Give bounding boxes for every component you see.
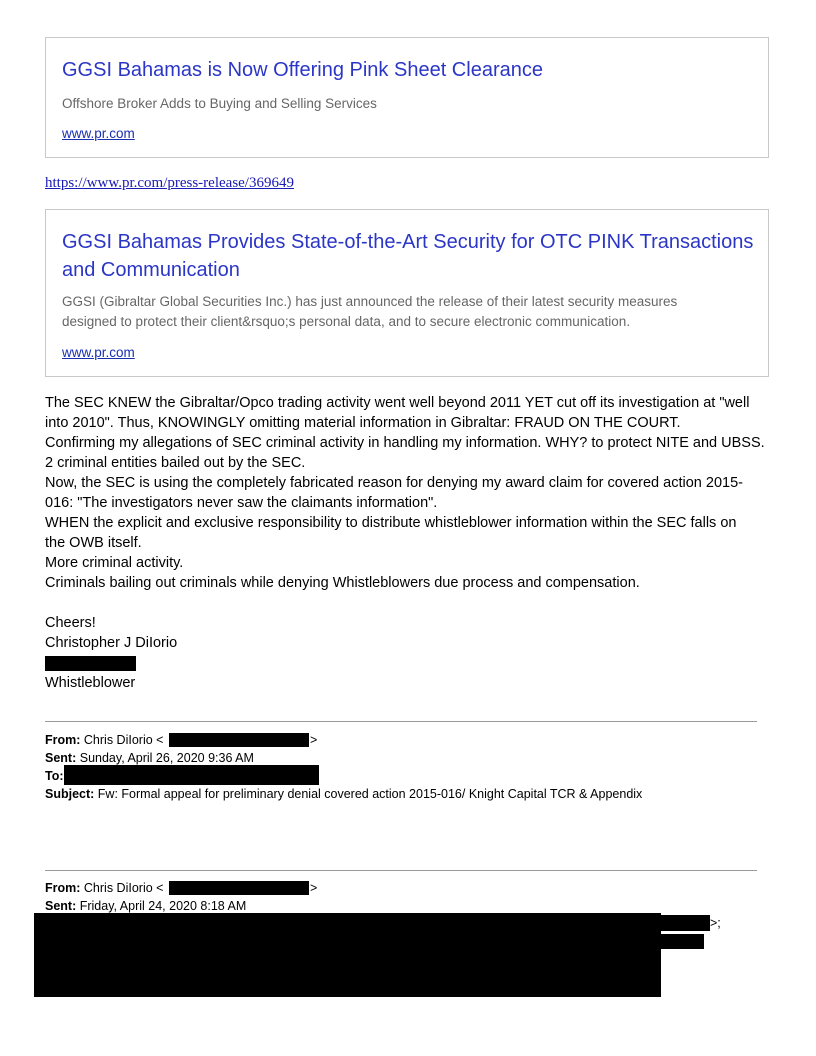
- divider: [45, 721, 757, 722]
- redaction-box: [660, 934, 704, 949]
- news-card-link[interactable]: www.pr.com: [62, 345, 135, 360]
- news-card-link[interactable]: www.pr.com: [62, 126, 135, 141]
- news-card-title-line-2[interactable]: and Communication: [62, 259, 240, 281]
- body-line: WHEN the explicit and exclusive responsibility to distribute whistleblower information within the SEC falls on: [45, 515, 737, 531]
- body-line: into 2010". Thus, KNOWINGLY omitting material information in Gibraltar: FRAUD ON THE COURT.: [45, 415, 681, 431]
- body-line: Criminals bailing out criminals while denying Whistleblowers due process and compensation.: [45, 575, 640, 591]
- body-line: 2 criminal entities bailed out by the SEC.: [45, 455, 306, 471]
- body-line: The SEC KNEW the Gibraltar/Opco trading activity went well beyond 2011 YET cut off its investigation at "well: [45, 395, 750, 411]
- redaction-box: [169, 733, 309, 747]
- subject-label: Subject:: [45, 787, 95, 801]
- news-card-2: [45, 209, 769, 377]
- subject-value: Fw: Formal appeal for preliminary denial covered action 2015-016/ Knight Capital TCR & Appendix: [97, 787, 643, 801]
- news-card-title-line-1[interactable]: GGSI Bahamas Provides State-of-the-Art Security for OTC PINK Transactions: [62, 231, 754, 253]
- to-line: [45, 767, 64, 785]
- subject-line: [45, 785, 642, 803]
- to-label: To:: [45, 769, 64, 783]
- news-card-description-line-2: designed to protect their client&rsquo;s personal data, and to secure electronic communication.: [62, 314, 631, 329]
- redaction-box: [169, 881, 309, 895]
- news-card-1: [45, 37, 769, 158]
- body-line: the OWB itself.: [45, 535, 142, 551]
- body-line: More criminal activity.: [45, 555, 184, 571]
- from-close: >: [310, 881, 318, 895]
- sent-value: Friday, April 24, 2020 8:18 AM: [79, 899, 247, 913]
- sent-label: Sent:: [45, 751, 77, 765]
- signature-closing: Cheers!: [45, 615, 96, 631]
- from-value: Chris DiIorio <: [83, 881, 164, 895]
- recipient-separator: >;: [710, 916, 721, 930]
- news-card-description-line-1: GGSI (Gibraltar Global Securities Inc.) has just announced the release of their latest security measures: [62, 294, 678, 309]
- body-line: 016: "The investigators never saw the claimants information".: [45, 495, 438, 511]
- redaction-box: [64, 765, 319, 785]
- signature-title: Whistleblower: [45, 675, 136, 691]
- news-card-title[interactable]: GGSI Bahamas is Now Offering Pink Sheet Clearance: [62, 59, 543, 81]
- from-value: Chris DiIorio <: [83, 733, 164, 747]
- body-line: Confirming my allegations of SEC criminal activity in handling my information. WHY? to protect NITE and UBSS.: [45, 435, 765, 451]
- from-line: [45, 879, 163, 897]
- from-line: [45, 731, 163, 749]
- press-release-link[interactable]: https://www.pr.com/press-release/369649: [45, 175, 294, 191]
- signature-name: Christopher J DiIorio: [45, 635, 178, 651]
- redaction-block: [34, 913, 661, 997]
- divider: [45, 870, 757, 871]
- from-label: From:: [45, 881, 81, 895]
- sent-label: Sent:: [45, 899, 77, 913]
- from-label: From:: [45, 733, 81, 747]
- news-card-description: Offshore Broker Adds to Buying and Selling Services: [62, 96, 377, 111]
- from-close: >: [310, 733, 318, 747]
- redaction-box: [660, 915, 710, 931]
- redaction-box: [45, 656, 136, 671]
- body-line: Now, the SEC is using the completely fabricated reason for denying my award claim for covered action 2015-: [45, 475, 743, 491]
- sent-value: Sunday, April 26, 2020 9:36 AM: [79, 751, 254, 765]
